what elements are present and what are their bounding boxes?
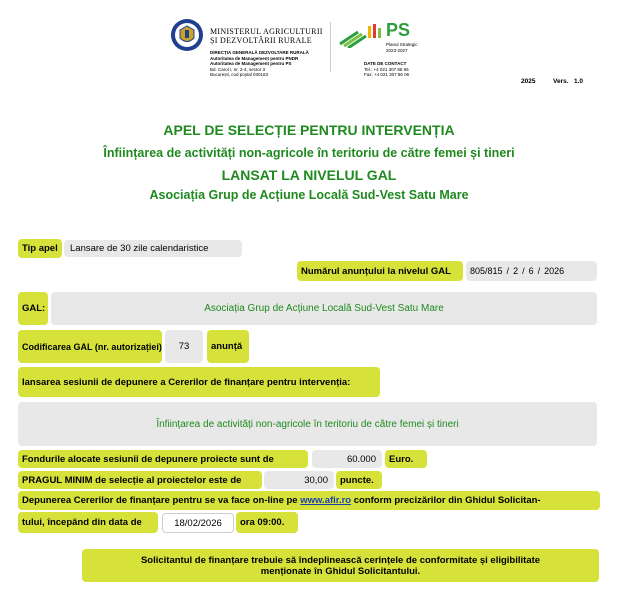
gal-label: GAL: (18, 292, 48, 325)
anunta-label: anunță (207, 330, 249, 363)
header-divider (330, 22, 331, 72)
numar-anunt-2: 2 (513, 266, 519, 276)
tip-apel-label: Tip apel (18, 239, 62, 258)
interventie-value: Înființarea de activități non-agricole în teritoriu de către femei și tineri (18, 402, 597, 446)
footer-note-line1: Solicitantul de finanțare trebuie să îndeplinească cerințele de conformitate și eligibilitate (140, 554, 541, 566)
document-version: Vers. 1.0 (553, 78, 583, 85)
footer-note-line2: menționate în Ghidul Solicitantului. (260, 565, 421, 577)
numar-anunt-box (466, 261, 597, 281)
prag-unit: puncte. (336, 471, 382, 489)
ps-logo-text: PS (386, 20, 411, 40)
numar-anunt-3: 6 (528, 266, 534, 276)
gal-value: Asociația Grup de Acțiune Locală Sud-Vest Satu Mare (51, 292, 597, 325)
depunere-text3: tului, începând din data de (18, 512, 158, 533)
ora-label: ora 09:00. (236, 512, 298, 533)
title-interventie: Înființarea de activități non-agricole în teritoriu de către femei și tineri (103, 146, 515, 160)
afir-link[interactable]: www.afir.ro (300, 495, 352, 506)
fonduri-label: Fondurile alocate sesiunii de depunere proiecte sunt de (18, 450, 308, 468)
header (0, 0, 618, 95)
ps-logo-icon (338, 22, 384, 48)
footer-note (82, 549, 599, 582)
numar-anunt-sep1: / (506, 266, 510, 276)
data-start-field: 18/02/2026 (162, 513, 234, 533)
tip-apel-value: Lansare de 30 zile calendaristice (64, 240, 242, 257)
numar-anunt-sep2: / (522, 266, 525, 276)
lansare-text: lansarea sesiunii de depunere a Cererilor de finanțare pentru intervenția: (18, 367, 380, 397)
numar-anunt-4: 2026 (544, 266, 565, 276)
title-gal: Asociația Grup de Acțiune Locală Sud-Vest Satu Mare (149, 188, 469, 202)
numar-anunt-label: Numărul anunțului la nivelul GAL (297, 261, 463, 281)
depunere-text1: Depunerea Cererilor de finanțare pentru se va face on-line pe (22, 495, 298, 506)
title-lansat: LANSAT LA NIVELUL GAL (221, 167, 397, 183)
depunere-text2: conform precizărilor din Ghidul Solicitan- (353, 495, 541, 506)
prag-label: PRAGUL MINIM de selecție al proiectelor este de (18, 471, 262, 489)
fonduri-unit: Euro. (385, 450, 427, 468)
depunere-text (18, 491, 600, 510)
title-apel: APEL DE SELECȚIE PENTRU INTERVENȚIA (163, 122, 455, 138)
document-year: 2025 (521, 78, 536, 85)
ps-logo-sub: Planul Strategic 2023-2027 (386, 42, 418, 53)
numar-anunt-value: 805/815 (470, 266, 503, 276)
numar-anunt-sep3: / (537, 266, 541, 276)
contact-info: DATE DE CONTACT Tel.: +4 021 307 85 65 Fax: +4 021 307 86 06 (364, 61, 410, 77)
fonduri-value: 60.000 (312, 450, 382, 468)
codificare-label: Codificarea GAL (nr. autorizației) (18, 330, 162, 363)
prag-value: 30,00 (264, 471, 334, 489)
codificare-value: 73 (165, 330, 203, 363)
romania-coat-of-arms-icon (170, 18, 204, 52)
ministry-name: MINISTERUL AGRICULTURII ȘI DEZVOLTĂRII RURALE (210, 27, 323, 45)
ministry-details: DIRECȚIA GENERALĂ DEZVOLTARE RURALĂ Autoritatea de Management pentru PNDR Autoritatea de Management pentru PS Bd. Carol I, nr. 2-4, sector 3 București, cod poștal 030163 (210, 50, 309, 77)
